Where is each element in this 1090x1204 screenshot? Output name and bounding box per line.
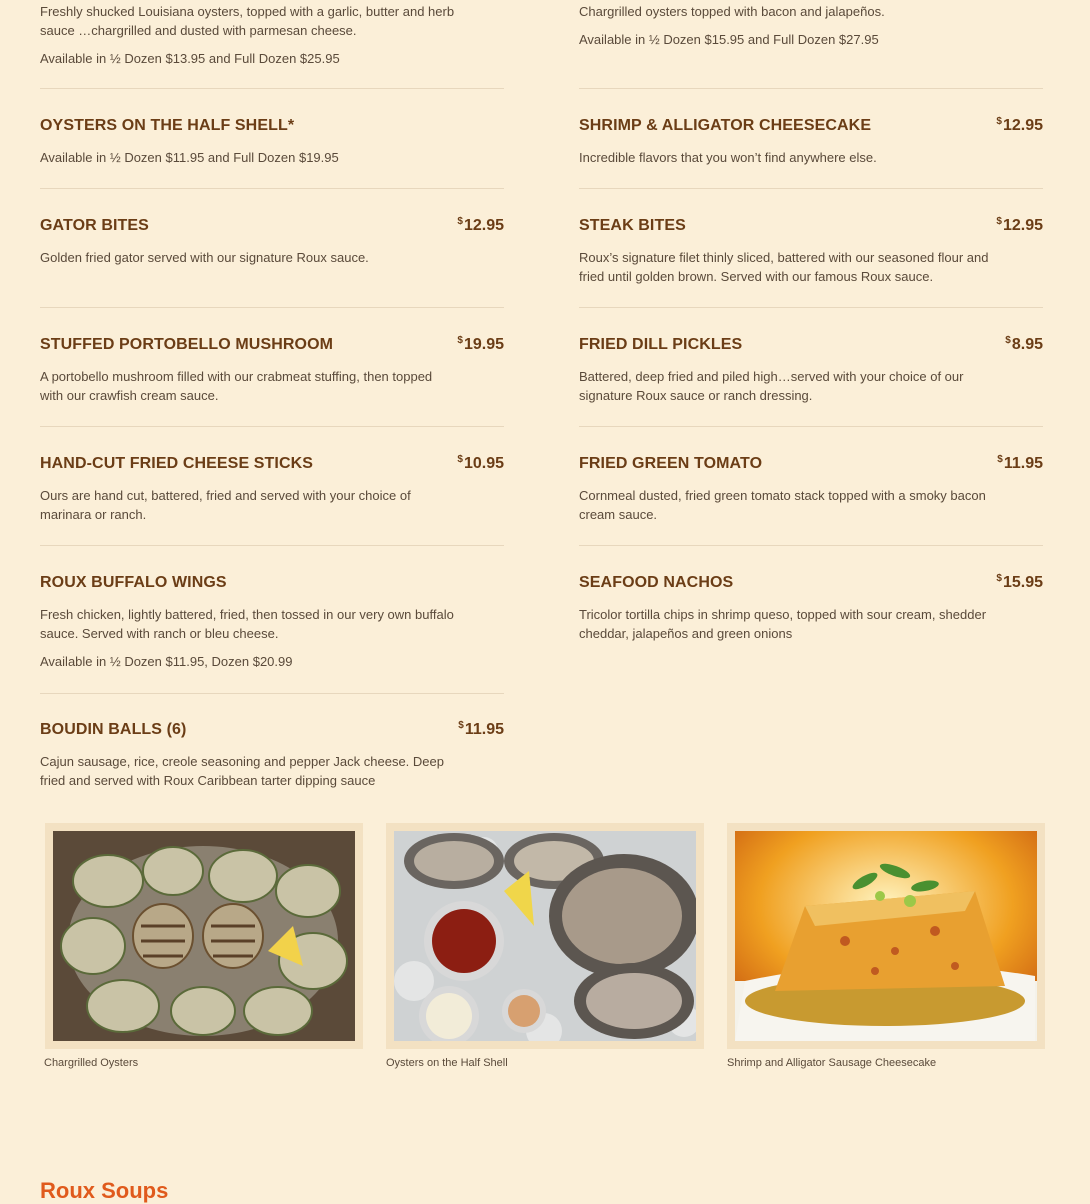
divider bbox=[40, 693, 504, 694]
item-description: Ours are hand cut, battered, fried and served with your choice of marinara or ranch. bbox=[40, 488, 411, 522]
divider bbox=[40, 188, 504, 189]
cheesecake-image bbox=[735, 831, 1037, 1041]
gallery-card-chargrilled-oysters[interactable] bbox=[45, 823, 363, 1049]
currency-symbol: $ bbox=[996, 573, 1002, 584]
photo-oysters-half-shell[interactable] bbox=[394, 831, 696, 1041]
currency-symbol: $ bbox=[1005, 335, 1011, 346]
item-name: SHRIMP & ALLIGATOR CHEESECAKE bbox=[579, 117, 872, 134]
item-price: $15.95 bbox=[996, 573, 1043, 591]
oysters-half-shell-image bbox=[394, 831, 696, 1041]
item-description: Fresh chicken, lightly battered, fried, then tossed in our very own buffalo sauce. Served with ranch or bleu cheese. bbox=[40, 607, 454, 641]
item-price: $19.95 bbox=[457, 335, 504, 353]
item-name: STEAK BITES bbox=[579, 217, 686, 234]
item-price: $11.95 bbox=[997, 454, 1043, 472]
item-availability: Available in ½ Dozen $11.95, Dozen $20.99 bbox=[40, 654, 293, 669]
currency-symbol: $ bbox=[457, 454, 463, 465]
section-title-roux-soups: Roux Soups bbox=[40, 1178, 169, 1203]
divider bbox=[579, 88, 1043, 89]
divider bbox=[579, 545, 1043, 546]
item-description: Freshly shucked Louisiana oysters, topped with a garlic, butter and herb sauce …chargrilled and dusted with parmesan cheese. bbox=[40, 4, 455, 38]
item-name: ROUX BUFFALO WINGS bbox=[40, 574, 227, 591]
item-name: FRIED GREEN TOMATO bbox=[579, 455, 763, 472]
item-description: Cajun sausage, rice, creole seasoning and pepper Jack cheese. Deep fried and served with Roux Caribbean tarter dipping sauce bbox=[40, 754, 444, 788]
item-price: $12.95 bbox=[996, 216, 1043, 234]
currency-symbol: $ bbox=[458, 720, 464, 731]
item-name: GATOR BITES bbox=[40, 217, 149, 234]
currency-symbol: $ bbox=[996, 216, 1002, 227]
photo-shrimp-alligator-cheesecake[interactable] bbox=[735, 831, 1037, 1041]
gallery-caption: Shrimp and Alligator Sausage Cheesecake bbox=[727, 1057, 937, 1069]
item-availability: Available in ½ Dozen $15.95 and Full Dozen $27.95 bbox=[579, 32, 879, 47]
gallery-caption: Oysters on the Half Shell bbox=[386, 1057, 508, 1069]
divider bbox=[40, 307, 504, 308]
item-description: Roux’s signature filet thinly sliced, battered with our seasoned flour and fried until golden brown. Served with our famous Roux sauce. bbox=[579, 250, 989, 284]
item-price: $10.95 bbox=[457, 454, 504, 472]
item-availability: Available in ½ Dozen $11.95 and Full Dozen $19.95 bbox=[40, 150, 339, 165]
item-description: Battered, deep fried and piled high…served with your choice of our signature Roux sauce or ranch dressing. bbox=[579, 369, 964, 403]
item-price: $8.95 bbox=[1005, 335, 1043, 353]
currency-symbol: $ bbox=[996, 116, 1002, 127]
photo-chargrilled-oysters[interactable] bbox=[53, 831, 355, 1041]
currency-symbol: $ bbox=[457, 216, 463, 227]
item-description: Chargrilled oysters topped with bacon and jalapeños. bbox=[579, 4, 885, 19]
item-name: BOUDIN BALLS (6) bbox=[40, 721, 187, 738]
divider bbox=[579, 426, 1043, 427]
currency-symbol: $ bbox=[457, 335, 463, 346]
item-description: Cornmeal dusted, fried green tomato stack topped with a smoky bacon cream sauce. bbox=[579, 488, 986, 522]
item-description: A portobello mushroom filled with our crabmeat stuffing, then topped with our crawfish cream sauce. bbox=[40, 369, 433, 403]
item-description: Incredible flavors that you won’t find anywhere else. bbox=[579, 150, 877, 165]
divider bbox=[40, 426, 504, 427]
item-description: Golden fried gator served with our signature Roux sauce. bbox=[40, 250, 369, 265]
gallery-caption: Chargrilled Oysters bbox=[44, 1057, 139, 1069]
gallery-card-shrimp-alligator-cheesecake[interactable] bbox=[727, 823, 1045, 1049]
item-price: $12.95 bbox=[457, 216, 504, 234]
currency-symbol: $ bbox=[997, 454, 1003, 465]
divider bbox=[579, 188, 1043, 189]
item-availability: Available in ½ Dozen $13.95 and Full Dozen $25.95 bbox=[40, 51, 340, 66]
gallery-card-oysters-half-shell[interactable] bbox=[386, 823, 704, 1049]
item-description: Tricolor tortilla chips in shrimp queso, topped with sour cream, shedder cheddar, jalapeños and green onions bbox=[579, 607, 987, 641]
divider bbox=[40, 88, 504, 89]
item-name: STUFFED PORTOBELLO MUSHROOM bbox=[40, 336, 334, 353]
chargrilled-oysters-image bbox=[53, 831, 355, 1041]
item-price: $12.95 bbox=[996, 116, 1043, 134]
item-name: OYSTERS ON THE HALF SHELL* bbox=[40, 117, 295, 134]
divider bbox=[579, 307, 1043, 308]
item-name: SEAFOOD NACHOS bbox=[579, 574, 734, 591]
item-price: $11.95 bbox=[458, 720, 504, 738]
item-name: FRIED DILL PICKLES bbox=[579, 336, 743, 353]
item-name: HAND-CUT FRIED CHEESE STICKS bbox=[40, 455, 314, 472]
divider bbox=[40, 545, 504, 546]
